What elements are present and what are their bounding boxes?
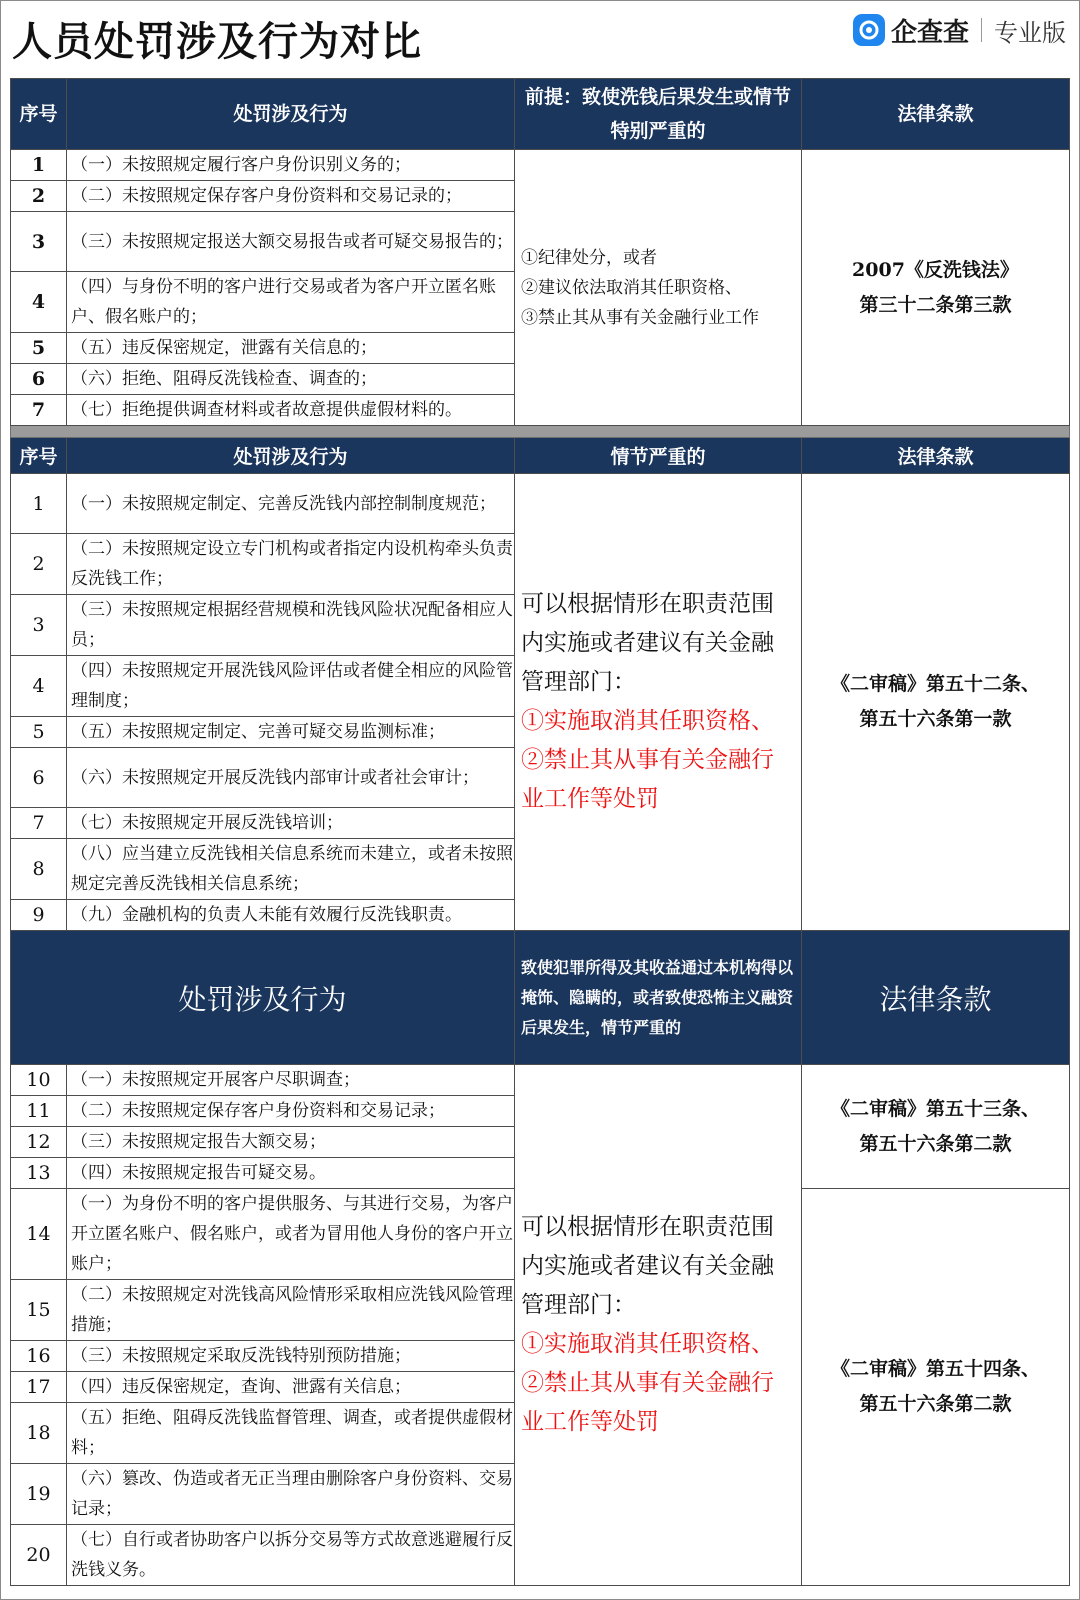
row-behavior: （二）未按照规定设立专门机构或者指定内设机构牵头负责反洗钱工作； bbox=[67, 534, 515, 595]
law-line: 第五十六条第一款 bbox=[859, 708, 1012, 730]
row-seq: 13 bbox=[11, 1158, 67, 1189]
row-behavior: （三）未按照规定根据经营规模和洗钱风险状况配备相应人员； bbox=[67, 595, 515, 656]
row-seq: 19 bbox=[11, 1464, 67, 1525]
row-behavior: （五）违反保密规定，泄露有关信息的； bbox=[67, 333, 515, 364]
qichacha-logo-icon bbox=[853, 14, 885, 46]
row-behavior: （七）未按照规定开展反洗钱培训； bbox=[67, 808, 515, 839]
section1-consequence bbox=[515, 150, 802, 426]
section1-col-condition: 前提：致使洗钱后果发生或情节特别严重的 bbox=[515, 79, 802, 150]
section3-law-a bbox=[802, 1065, 1070, 1189]
row-seq: 4 bbox=[11, 272, 67, 333]
row-seq: 16 bbox=[11, 1341, 67, 1372]
brand bbox=[853, 12, 1066, 48]
section1-law bbox=[802, 150, 1070, 426]
row-seq: 12 bbox=[11, 1127, 67, 1158]
section1-col-law: 法律条款 bbox=[802, 79, 1070, 150]
section2-header bbox=[11, 438, 1070, 474]
row-behavior: （九）金融机构的负责人未能有效履行反洗钱职责。 bbox=[67, 900, 515, 931]
row-behavior: （一）未按照规定开展客户尽职调查； bbox=[67, 1065, 515, 1096]
section2-col-seq: 序号 bbox=[11, 438, 67, 474]
row-behavior: （八）应当建立反洗钱相关信息系统而未建立，或者未按照规定完善反洗钱相关信息系统； bbox=[67, 839, 515, 900]
row-behavior: （四）违反保密规定，查询、泄露有关信息； bbox=[67, 1372, 515, 1403]
table-row bbox=[11, 1065, 1070, 1096]
section2-col-law: 法律条款 bbox=[802, 438, 1070, 474]
consequence-line: ②建议依法取消其任职资格、 bbox=[521, 277, 742, 298]
row-behavior: （四）未按照规定开展洗钱风险评估或者健全相应的风险管理制度； bbox=[67, 656, 515, 717]
section2-col-condition: 情节严重的 bbox=[515, 438, 802, 474]
row-seq: 3 bbox=[11, 212, 67, 272]
row-seq: 4 bbox=[11, 656, 67, 717]
row-behavior: （三）未按照规定报送大额交易报告或者可疑交易报告的； bbox=[67, 212, 515, 272]
row-behavior: （六）拒绝、阻碍反洗钱检查、调查的； bbox=[67, 364, 515, 395]
row-seq: 3 bbox=[11, 595, 67, 656]
row-behavior: （五）未按照规定制定、完善可疑交易监测标准； bbox=[67, 717, 515, 748]
row-behavior: （二）未按照规定对洗钱高风险情形采取相应洗钱风险管理措施； bbox=[67, 1280, 515, 1341]
consequence-item: ①实施取消其任职资格、 bbox=[521, 708, 774, 734]
row-seq: 1 bbox=[11, 150, 67, 181]
section3-consequence bbox=[515, 1065, 802, 1586]
consequence-item: ②禁止其从事有关金融行业工作等处罚 bbox=[521, 747, 774, 812]
row-behavior: （四）与身份不明的客户进行交易或者为客户开立匿名账户、假名账户的； bbox=[67, 272, 515, 333]
row-behavior: （三）未按照规定报告大额交易； bbox=[67, 1127, 515, 1158]
row-behavior: （七）自行或者协助客户以拆分交易等方式故意逃避履行反洗钱义务。 bbox=[67, 1525, 515, 1586]
row-seq: 7 bbox=[11, 808, 67, 839]
brand-name: 企查查 bbox=[890, 17, 969, 48]
section1-header bbox=[11, 79, 1070, 150]
row-seq: 6 bbox=[11, 748, 67, 808]
brand-divider bbox=[981, 18, 982, 42]
consequence-item: ②禁止其从事有关金融行业工作等处罚 bbox=[521, 1370, 774, 1435]
row-seq: 2 bbox=[11, 534, 67, 595]
row-seq: 14 bbox=[11, 1189, 67, 1280]
law-line: 2007《反洗钱法》 bbox=[852, 258, 1019, 281]
row-seq: 5 bbox=[11, 717, 67, 748]
section3-law-b bbox=[802, 1189, 1070, 1586]
row-seq: 11 bbox=[11, 1096, 67, 1127]
law-line: 第五十六条第二款 bbox=[859, 1132, 1012, 1155]
row-seq: 15 bbox=[11, 1280, 67, 1341]
consequence-intro: 可以根据情形在职责范围内实施或者建议有关金融管理部门： bbox=[521, 591, 774, 695]
law-line: 第五十六条第二款 bbox=[859, 1393, 1012, 1415]
page-title: 人员处罚涉及行为对比 bbox=[12, 19, 422, 65]
row-behavior: （一）为身份不明的客户提供服务、与其进行交易，为客户开立匿名账户、假名账户，或者为冒用他人身份的客户开立账户； bbox=[67, 1189, 515, 1280]
section3-col-condition: 致使犯罪所得及其收益通过本机构得以掩饰、隐瞒的，或者致使恐怖主义融资后果发生，情节严重的 bbox=[515, 931, 802, 1065]
section1-col-seq: 序号 bbox=[11, 79, 67, 150]
row-behavior: （七）拒绝提供调查材料或者故意提供虚假材料的。 bbox=[67, 395, 515, 426]
row-behavior: （六）未按照规定开展反洗钱内部审计或者社会审计； bbox=[67, 748, 515, 808]
row-seq: 7 bbox=[11, 395, 67, 426]
table-row bbox=[11, 474, 1070, 534]
section-divider bbox=[11, 426, 1070, 438]
section3-header bbox=[11, 931, 1070, 1065]
row-seq: 10 bbox=[11, 1065, 67, 1096]
row-behavior: （四）未按照规定报告可疑交易。 bbox=[67, 1158, 515, 1189]
law-line: 第三十二条第三款 bbox=[859, 293, 1012, 316]
row-seq: 1 bbox=[11, 474, 67, 534]
row-behavior: （二）未按照规定保存客户身份资料和交易记录； bbox=[67, 1096, 515, 1127]
row-seq: 8 bbox=[11, 839, 67, 900]
row-behavior: （三）未按照规定采取反洗钱特别预防措施； bbox=[67, 1341, 515, 1372]
consequence-item: ①实施取消其任职资格、 bbox=[521, 1331, 774, 1357]
consequence-line: ③禁止其从事有关金融行业工作 bbox=[521, 307, 759, 328]
law-line: 《二审稿》第五十四条、 bbox=[830, 1358, 1040, 1380]
row-behavior: （一）未按照规定制定、完善反洗钱内部控制制度规范； bbox=[67, 474, 515, 534]
row-seq: 6 bbox=[11, 364, 67, 395]
row-seq: 2 bbox=[11, 181, 67, 212]
section2-consequence bbox=[515, 474, 802, 931]
law-line: 《二审稿》第五十三条、 bbox=[830, 1097, 1040, 1120]
row-behavior: （五）拒绝、阻碍反洗钱监督管理、调查，或者提供虚假材料； bbox=[67, 1403, 515, 1464]
row-behavior: （一）未按照规定履行客户身份识别义务的； bbox=[67, 150, 515, 181]
table-row bbox=[11, 150, 1070, 181]
row-seq: 20 bbox=[11, 1525, 67, 1586]
brand-edition: 专业版 bbox=[994, 18, 1066, 47]
law-line: 《二审稿》第五十二条、 bbox=[830, 673, 1040, 695]
section1-col-behavior: 处罚涉及行为 bbox=[67, 79, 515, 150]
row-seq: 17 bbox=[11, 1372, 67, 1403]
row-behavior: （二）未按照规定保存客户身份资料和交易记录的； bbox=[67, 181, 515, 212]
row-seq: 18 bbox=[11, 1403, 67, 1464]
row-seq: 5 bbox=[11, 333, 67, 364]
section3-col-behavior: 处罚涉及行为 bbox=[11, 931, 515, 1065]
comparison-table bbox=[10, 78, 1070, 1586]
consequence-intro: 可以根据情形在职责范围内实施或者建议有关金融管理部门： bbox=[521, 1214, 774, 1318]
section2-col-behavior: 处罚涉及行为 bbox=[67, 438, 515, 474]
row-seq: 9 bbox=[11, 900, 67, 931]
consequence-line: ①纪律处分，或者 bbox=[521, 247, 657, 268]
section2-law bbox=[802, 474, 1070, 931]
section3-col-law: 法律条款 bbox=[802, 931, 1070, 1065]
row-behavior: （六）篡改、伪造或者无正当理由删除客户身份资料、交易记录； bbox=[67, 1464, 515, 1525]
